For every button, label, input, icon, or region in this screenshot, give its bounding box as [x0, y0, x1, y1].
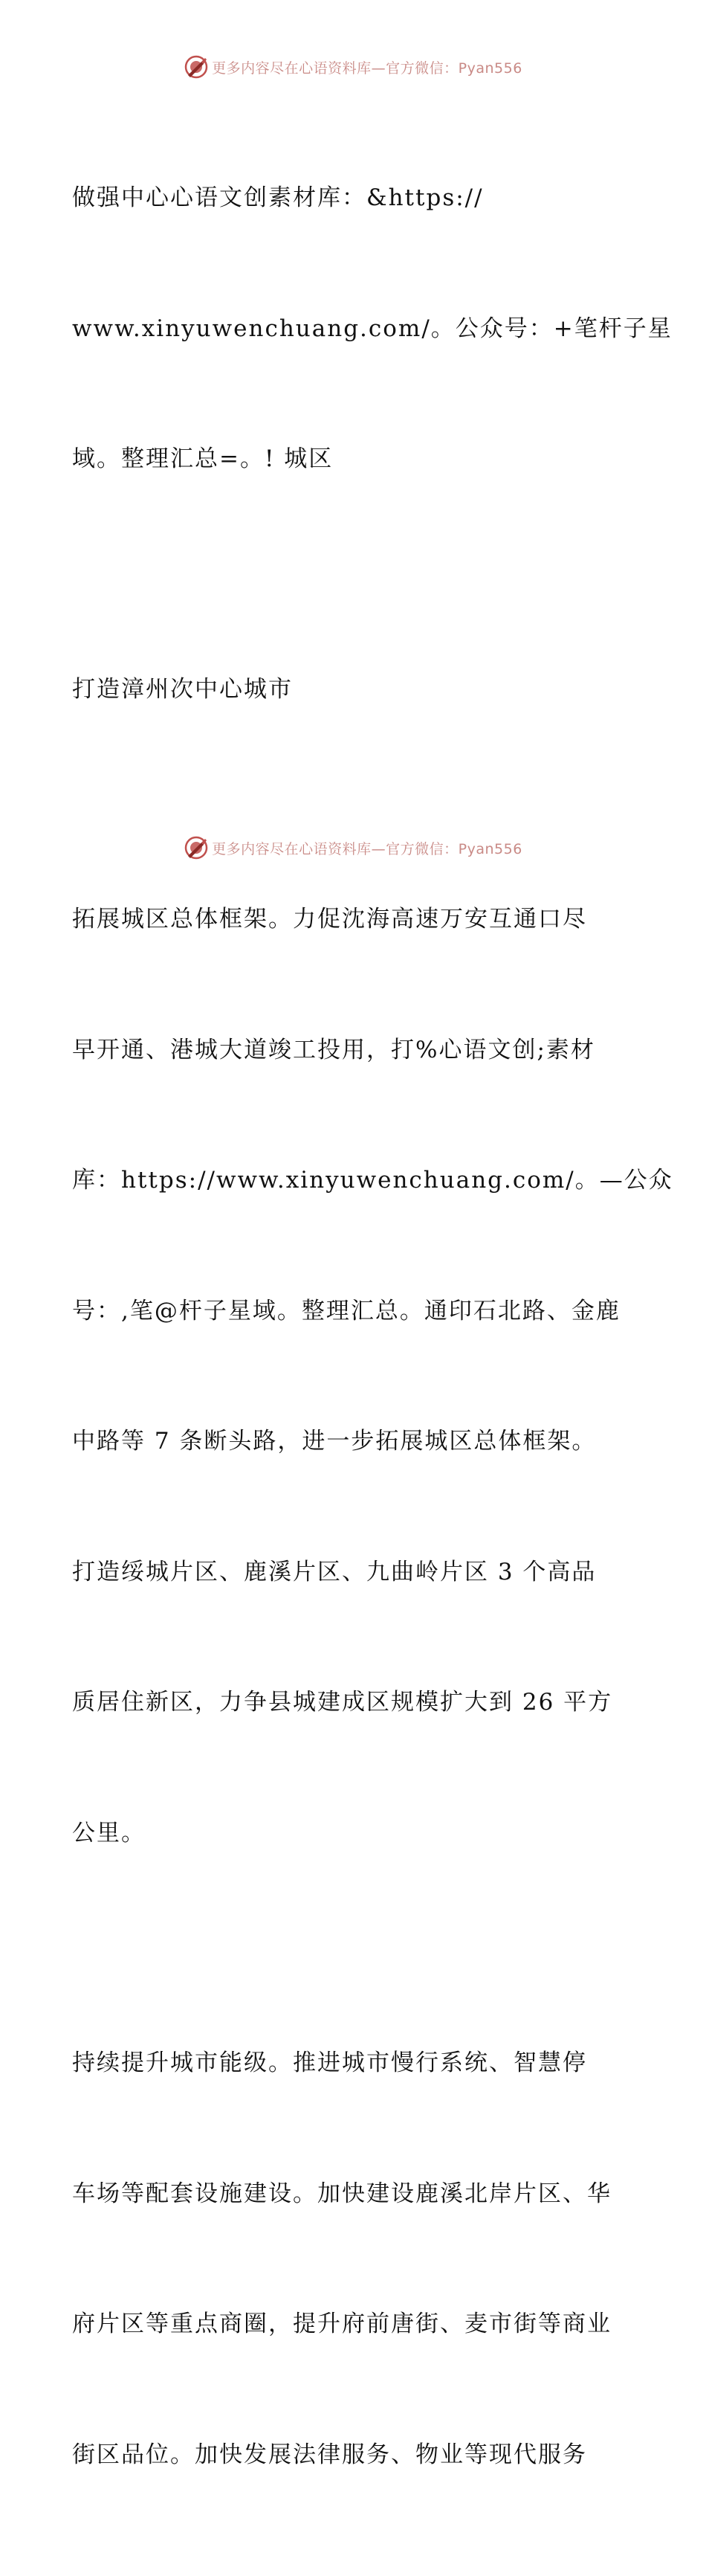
text-line: 号：,笔@杆子星域。整理汇总。通印石北路、金鹿: [72, 1297, 621, 1324]
text-line: www.xinyuwenchuang.com/。公众号：+笔杆子星: [72, 315, 673, 342]
text-line: 域。整理汇总=。! 城区: [72, 445, 334, 472]
text-line: 打造漳州次中心城市: [72, 675, 293, 703]
pen-logo-icon: [184, 835, 209, 860]
text-line: 拓展城区总体框架。力促沈海高速万安互通口尽: [72, 906, 587, 933]
text-line: 打造绥城片区、鹿溪片区、九曲岭片区 3 个高品: [72, 1558, 597, 1585]
watermark-text: 更多内容尽在心语资料库—官方微信：Pyan556: [212, 840, 522, 857]
text-line: 中路等 7 条断头路，进一步拓展城区总体框架。: [72, 1428, 597, 1455]
text-line: 府片区等重点商圈，提升府前唐街、麦市街等商业: [72, 2311, 612, 2337]
watermark-text: 更多内容尽在心语资料库—官方微信：Pyan556: [212, 59, 522, 77]
paragraph: [72, 89, 673, 568]
paragraph: [72, 1954, 637, 2563]
paragraph: [72, 811, 673, 1942]
text-line: 车场等配套设施建设。加快建设鹿溪北岸片区、华: [72, 2180, 612, 2207]
text-line: 持续提升城市能级。推进城市慢行系统、智慧停: [72, 2049, 587, 2076]
text-line: 质居住新区，力争县城建成区规模扩大到 26 平方: [72, 1689, 613, 1716]
text-line: 公里。: [72, 1819, 146, 1846]
header-watermark: [0, 52, 706, 82]
text-line: 库：https://www.xinyuwenchuang.com/。—公众: [72, 1167, 673, 1194]
text-line: 街区品位。加快发展法律服务、物业等现代服务: [72, 2441, 587, 2468]
text-line: 做强中心心语文创素材库：&https://: [72, 184, 484, 211]
footer-watermark: [0, 833, 706, 863]
document-body: [72, 89, 673, 2576]
pen-logo-icon: [184, 54, 209, 80]
section-heading: [72, 581, 637, 799]
text-line: 早开通、港城大道竣工投用，打%心语文创;素材: [72, 1036, 595, 1063]
